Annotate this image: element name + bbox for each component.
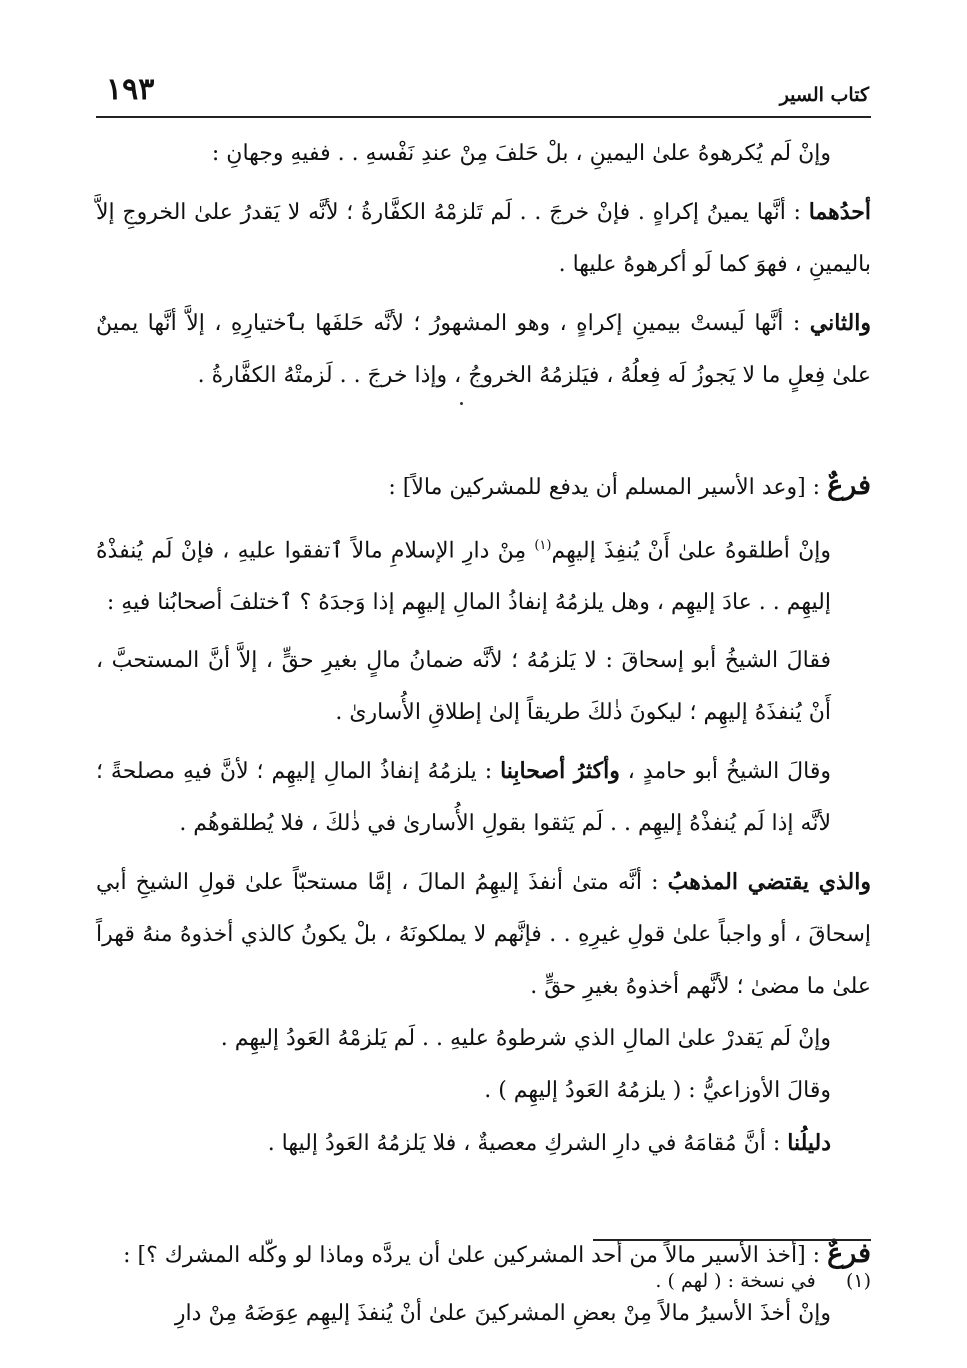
paragraph-lead: أحدُهما bbox=[808, 199, 871, 225]
paragraph: والذي يقتضي المذهبُ : أنَّه متىٰ أنفذَ إليهِمُ المالَ ، إمَّا مستحبّاً علىٰ قولِ الشيخِ أبي إسحاقَ ، أو واجباً علىٰ قولِ غيرِهِ . . فإنَّهم لا يملكونَهُ ، بلْ يكونُ كالذي أخذوهُ منهُ قهراً علىٰ ما مضىٰ ؛ لأنَّهم أخذوهُ بغيرِ حقٍّ . bbox=[96, 869, 871, 1000]
paragraph: أحدُهما : أنَّها يمينُ إكراهٍ . فإنْ خرجَ . . لَم تَلزمْهُ الكفَّارةُ ؛ لأنَّه لا يَقدرُ علىٰ الخروجِ إلاَّ باليمينِ ، فهوَ كما لَو أكرهوهُ عليها . bbox=[96, 199, 871, 277]
paragraph: وإنْ أخذَ الأسيرُ مالاً مِنْ بعضِ المشركينَ علىٰ أنْ يُنفذَ إليهِم عِوَضَهُ مِنْ دارِ bbox=[174, 1301, 831, 1327]
paragraph: فقالَ الشيخُ أبو إسحاقَ : لا يَلزمُهُ ؛ لأنَّه ضمانُ مالٍ بغيرِ حقٍّ ، إلاَّ أنَّ المستحبَّ ، أَنْ يُنفذَهُ إليهِم ؛ ليكونَ ذٰلكَ طريقاً إلىٰ إطلاقِ الأُسارىٰ . bbox=[96, 648, 831, 726]
section-heading: فرعٌ : [أخذ الأسير مالاً من أحد المشركين علىٰ أن يردَّه وماذا لو وكّله المشرك ؟] : bbox=[123, 1238, 871, 1270]
book-title: كتاب السير bbox=[779, 84, 869, 106]
paragraph-lead: دليلُنا bbox=[787, 1130, 831, 1157]
paragraph: وقالَ الشيخُ أبو حامدٍ ، وأكثرُ أصحابِنا : يلزمُهُ إنفاذُ المالِ إليهِم ؛ لأنَّ فيهِ مصلحةً ؛ لأنَّه إذا لَم يُنفذْهُ إليهِم . . لَم يَثقوا بقولِ الأُسارىٰ في ذٰلكَ ، فلا يُطلقوهُم . bbox=[96, 758, 832, 837]
page-number: ١٩٣ bbox=[106, 72, 155, 107]
paragraph-lead: والثاني bbox=[809, 310, 871, 336]
section-heading: فرعٌ : [وعد الأسير المسلم أن يدفع للمشركين مالاً] : bbox=[388, 470, 871, 501]
paragraph: وقالَ الأوزاعيُّ : ( يلزمُهُ العَودُ إليهِم ) . bbox=[484, 1078, 831, 1104]
far-label: فرعٌ bbox=[827, 1238, 871, 1270]
paragraph: وإنْ أطلقوهُ علىٰ أَنْ يُنفِذَ إليهِم$^{(١)}$ مِنْ دارِ الإسلامِ مالاً ٱتفقوا عليهِ ، فإنْ لَم يُنفذْهُ إليهِم . . عادَ إليهِم ، وهل يلزمُهُ إنفاذُ المالِ إليهِم إذا وَجدَهُ ؟ ٱختلفَ أصحابُنا فيهِ : bbox=[96, 538, 832, 616]
footnote-text: في نسخة : ( لهم ) . bbox=[655, 1270, 816, 1292]
footnote bbox=[655, 1270, 871, 1292]
paragraph: وإنْ لَم يَقدرْ علىٰ المالِ الذي شرطوهُ عليهِ . . لَم يَلزمْهُ العَودُ إليهِم . bbox=[220, 1026, 831, 1052]
paragraph: دليلُنا : أنَّ مُقامَهُ في دارِ الشركِ معصيةٌ ، فلا يَلزمُهُ العَودُ إليها . bbox=[267, 1130, 831, 1157]
footnote-marker: (١) bbox=[534, 538, 552, 553]
main-text bbox=[96, 128, 871, 1340]
footnote-number: (١) bbox=[845, 1270, 871, 1292]
ink-dot bbox=[460, 402, 463, 405]
paragraph: وإنْ لَم يُكرهوهُ علىٰ اليمينِ ، بلْ حَلفَ مِنْ عندِ نَفْسهِ . . ففيهِ وجهانِ : bbox=[211, 141, 831, 166]
paragraph: والثاني : أنَّها لَيستْ بيمينِ إكراهٍ ، وهو المشهورُ ؛ لأنَّه حَلفَها بٱختيارِهِ ، إلاَّ أنَّها يمينٌ علىٰ فِعلٍ ما لا يَجوزُ لَه فِعلُهُ ، فيَلزمُهُ الخروجُ ، وإذا خرجَ . . لَزمتْهُ الكفَّارةُ . bbox=[96, 310, 871, 388]
far-label: فرعٌ bbox=[827, 470, 871, 501]
page-header bbox=[96, 60, 871, 118]
paragraph-lead: والذي يقتضي المذهبُ bbox=[667, 869, 871, 896]
footnote-divider bbox=[593, 1239, 871, 1241]
